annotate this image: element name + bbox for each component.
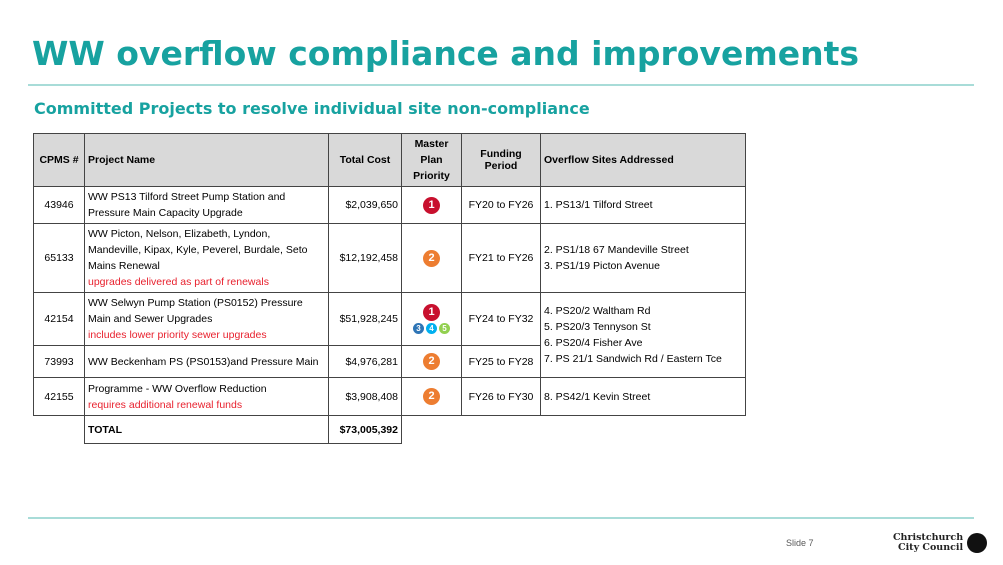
project-name-line: Main and Sewer Upgrades xyxy=(88,313,213,325)
total-spacer xyxy=(402,416,462,444)
slide-subtitle: Committed Projects to resolve individual site non-compliance xyxy=(34,99,590,118)
title-divider xyxy=(28,84,974,86)
priority-badge: 1 xyxy=(423,197,440,214)
projects-table xyxy=(33,133,746,444)
table-row xyxy=(34,293,746,346)
header-total-cost: Total Cost xyxy=(329,134,402,187)
project-note: includes lower priority sewer upgrades xyxy=(88,329,267,341)
cpms-cell: 73993 xyxy=(34,346,85,378)
cpms-cell: 43946 xyxy=(34,187,85,224)
total-value: $73,005,392 xyxy=(329,416,402,444)
cpms-cell: 42154 xyxy=(34,293,85,346)
site-item: 1. PS13/1 Tilford Street xyxy=(544,199,653,211)
site-item: 5. PS20/3 Tennyson St xyxy=(544,321,651,333)
priority-cell xyxy=(402,378,462,416)
sites-cell xyxy=(541,378,746,416)
header-project-name: Project Name xyxy=(85,134,329,187)
funding-cell: FY20 to FY26 xyxy=(462,187,541,224)
priority-badge: 2 xyxy=(423,353,440,370)
project-name-line: WW Picton, Nelson, Elizabeth, Lyndon, xyxy=(88,228,271,240)
site-item: 7. PS 21/1 Sandwich Rd / Eastern Tce xyxy=(544,353,722,365)
site-item: 3. PS1/19 Picton Avenue xyxy=(544,260,660,272)
cost-cell: $51,928,245 xyxy=(329,293,402,346)
cost-cell: $2,039,650 xyxy=(329,187,402,224)
priority-cell xyxy=(402,224,462,293)
project-name-cell xyxy=(85,378,329,416)
cpms-cell: 42155 xyxy=(34,378,85,416)
cpms-cell: 65133 xyxy=(34,224,85,293)
site-item: 6. PS20/4 Fisher Ave xyxy=(544,337,643,349)
logo-line: City Council xyxy=(898,542,964,553)
project-name-line: Programme - WW Overflow Reduction xyxy=(88,382,267,395)
funding-cell: FY24 to FY32 xyxy=(462,293,541,346)
total-spacer xyxy=(34,416,85,444)
header-overflow-sites: Overflow Sites Addressed xyxy=(541,134,746,187)
cost-cell: $4,976,281 xyxy=(329,346,402,378)
cost-cell: $12,192,458 xyxy=(329,224,402,293)
project-note: upgrades delivered as part of renewals xyxy=(88,276,269,288)
sites-cell xyxy=(541,224,746,293)
priority-cell xyxy=(402,346,462,378)
header-cpms: CPMS # xyxy=(34,134,85,187)
table-row xyxy=(34,187,746,224)
total-label: TOTAL xyxy=(85,416,329,444)
total-row xyxy=(34,416,746,444)
project-name-cell xyxy=(85,346,329,378)
sites-cell xyxy=(541,187,746,224)
table-row xyxy=(34,378,746,416)
secondary-priority-badge: 5 xyxy=(439,323,450,334)
project-name-line: Mains Renewal xyxy=(88,260,160,272)
logo-line: Christchurch xyxy=(893,532,964,543)
site-item: 4. PS20/2 Waltham Rd xyxy=(544,305,651,317)
secondary-priority-badge: 4 xyxy=(426,323,437,334)
footer-divider xyxy=(28,517,974,519)
secondary-priority-badge: 3 xyxy=(413,323,424,334)
project-name-line: WW Selwyn Pump Station (PS0152) Pressure xyxy=(88,297,303,309)
project-name-line: Pressure Main Capacity Upgrade xyxy=(88,207,243,219)
slide-title: WW overflow compliance and improvements xyxy=(32,34,859,73)
project-name-line: WW PS13 Tilford Street Pump Station and xyxy=(88,191,286,203)
header-funding-period: Funding Period xyxy=(462,134,541,187)
table-row xyxy=(34,224,746,293)
council-logo xyxy=(893,533,987,553)
funding-cell: FY21 to FY26 xyxy=(462,224,541,293)
project-name-line: Mandeville, Kipax, Kyle, Peverel, Burdale, Seto xyxy=(88,244,308,256)
priority-badge: 2 xyxy=(423,388,440,405)
priority-badge: 1 xyxy=(423,304,440,321)
project-name-cell xyxy=(85,293,329,346)
table-header-row xyxy=(34,134,746,187)
slide-number: Slide 7 xyxy=(786,538,814,548)
logo-mark-icon xyxy=(967,533,987,553)
total-spacer xyxy=(462,416,541,444)
site-item: 8. PS42/1 Kevin Street xyxy=(544,390,651,403)
sites-cell xyxy=(541,293,746,378)
project-name-line: WW Beckenham PS (PS0153)and Pressure Main xyxy=(88,355,319,368)
cost-cell: $3,908,408 xyxy=(329,378,402,416)
logo-text xyxy=(893,533,963,553)
priority-badge: 2 xyxy=(423,250,440,267)
funding-cell: FY26 to FY30 xyxy=(462,378,541,416)
project-name-cell xyxy=(85,187,329,224)
project-name-cell xyxy=(85,224,329,293)
header-priority: Master Plan Priority xyxy=(402,134,462,187)
priority-cell xyxy=(402,293,462,346)
total-spacer xyxy=(541,416,746,444)
site-item: 2. PS1/18 67 Mandeville Street xyxy=(544,244,689,256)
priority-cell xyxy=(402,187,462,224)
project-note: requires additional renewal funds xyxy=(88,398,243,411)
funding-cell: FY25 to FY28 xyxy=(462,346,541,378)
